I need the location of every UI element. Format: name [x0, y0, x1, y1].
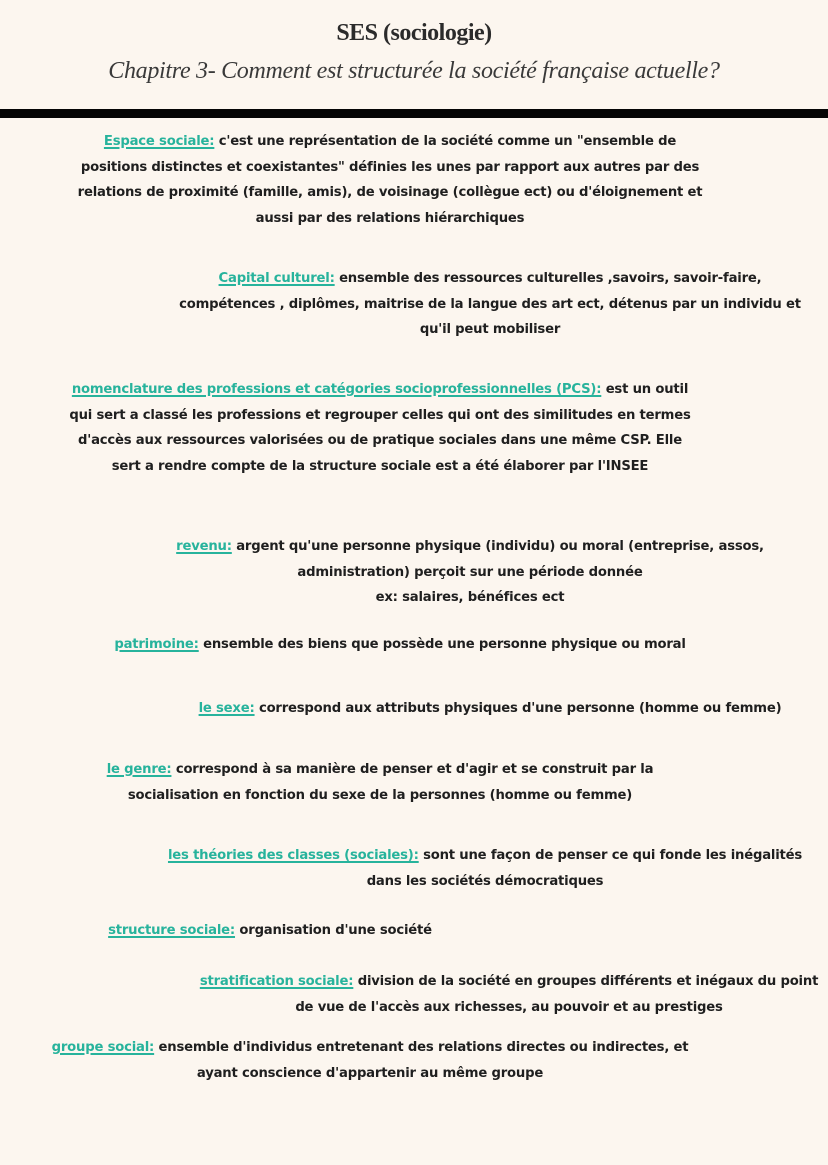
definition-line: dans les sociétés démocratiques: [366, 873, 604, 889]
definition-line: Espace sociale: c'est une représentation de la société comme un "ensemble de: [103, 134, 677, 149]
definition-line: stratification sociale: division de la société en groupes différents et inégaux du point: [199, 974, 819, 989]
page-header: [0, 0, 828, 109]
definition-term: le genre:: [106, 762, 172, 777]
definition-groupe-social: [40, 1035, 700, 1086]
header-divider: [0, 109, 828, 118]
definition-line: positions distinctes et coexistantes" définies les unes par rapport aux autres par des: [80, 159, 700, 175]
definition-le-sexe: [180, 696, 800, 722]
definition-line: compétences , diplômes, maitrise de la langue des art ect, détenus par un individu et: [179, 296, 801, 312]
definition-term: les théories des classes (sociales):: [167, 848, 419, 863]
definition-patrimoine: [110, 632, 690, 658]
definition-line: groupe social: ensemble d'individus entretenant des relations directes ou indirectes, et: [51, 1040, 689, 1055]
definition-line: ex: salaires, bénéfices ect: [375, 590, 565, 605]
definition-pcs: [40, 377, 720, 479]
definition-stratification-sociale: [190, 969, 828, 1020]
definition-theories-des-classes: [150, 843, 820, 894]
definition-term: revenu:: [176, 539, 232, 554]
definition-line: sert a rendre compte de la structure sociale est a été élaborer par l'INSEE: [111, 458, 649, 474]
definition-capital-culturel: [170, 266, 810, 343]
definition-line: nomenclature des professions et catégories socioprofessionnelles (PCS): est un outil: [71, 382, 689, 397]
definition-le-genre: [90, 757, 670, 808]
definition-structure-sociale: [100, 918, 440, 944]
page-title: SES (sociologie): [336, 20, 492, 46]
definition-line: aussi par des relations hiérarchiques: [255, 210, 525, 226]
definition-line: le sexe: correspond aux attributs physiques d'une personne (homme ou femme): [198, 701, 782, 716]
definition-term: stratification sociale:: [199, 974, 354, 989]
chapter-subtitle: Chapitre 3- Comment est structurée la société française actuelle?: [108, 58, 720, 84]
definition-term: nomenclature des professions et catégories socioprofessionnelles (PCS):: [71, 382, 602, 397]
definition-line: Capital culturel: ensemble des ressources culturelles ,savoirs, savoir-faire,: [218, 271, 762, 286]
definition-line: relations de proximité (famille, amis), de voisinage (collègue ect) ou d'éloignement et: [77, 185, 703, 200]
definition-line: administration) perçoit sur une période donnée: [297, 564, 643, 580]
definition-line: d'accès aux ressources valorisées ou de pratique sociales dans une même CSP. Elle: [78, 433, 682, 448]
definition-term: Espace sociale:: [103, 134, 215, 149]
definition-term: Capital culturel:: [218, 271, 335, 286]
definition-line: de vue de l'accès aux richesses, au pouvoir et au prestiges: [295, 999, 723, 1015]
definition-term: groupe social:: [51, 1040, 155, 1055]
definition-line: ayant conscience d'appartenir au même groupe: [196, 1065, 544, 1081]
definition-term: structure sociale:: [108, 923, 236, 938]
definition-revenu: [160, 534, 780, 611]
definition-line: qu'il peut mobiliser: [419, 322, 561, 337]
definition-line: revenu: argent qu'une personne physique (individu) ou moral (entreprise, assos,: [176, 539, 764, 554]
definition-line: structure sociale: organisation d'une société: [108, 923, 432, 938]
definition-term: le sexe:: [198, 701, 255, 716]
definition-espace-sociale: [60, 129, 720, 231]
definition-line: socialisation en fonction du sexe de la personnes (homme ou femme): [127, 787, 633, 803]
definition-line: les théories des classes (sociales): sont une façon de penser ce qui fonde les inégalités: [167, 848, 803, 863]
definition-line: qui sert a classé les professions et regrouper celles qui ont des similitudes en termes: [69, 407, 691, 423]
definition-term: patrimoine:: [114, 637, 199, 652]
definition-line: le genre: correspond à sa manière de penser et d'agir et se construit par la: [106, 762, 654, 777]
definition-line: patrimoine: ensemble des biens que possède une personne physique ou moral: [114, 637, 686, 652]
